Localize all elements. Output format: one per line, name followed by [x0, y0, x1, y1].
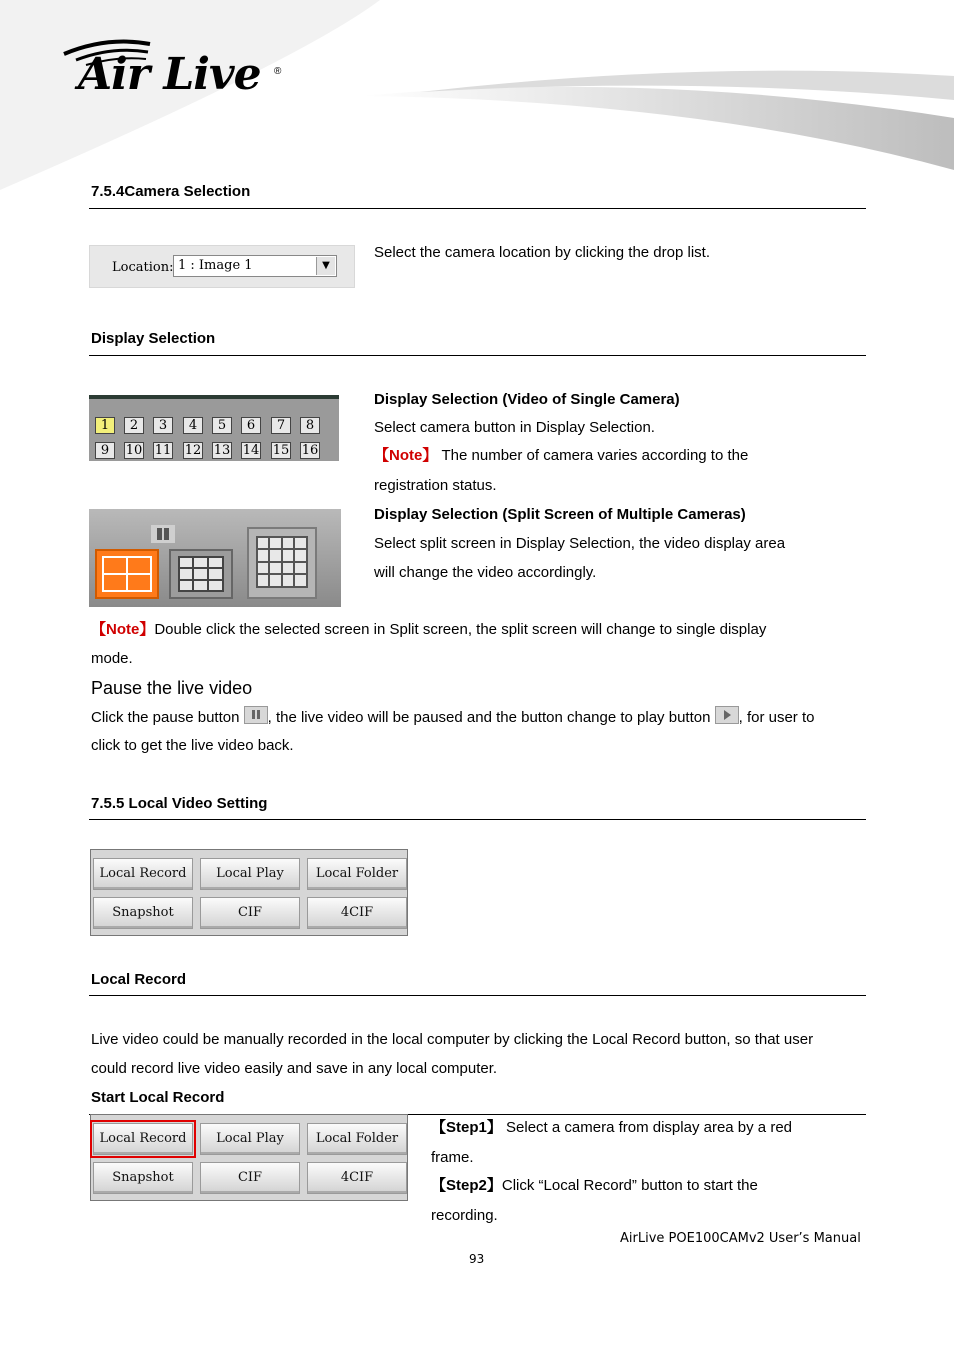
camera-button-3[interactable]: 3 [153, 417, 173, 434]
section-755-title: 7.5.5 Local Video Setting [91, 795, 268, 812]
split-16-button[interactable] [247, 527, 317, 599]
pause-text-a: Click the pause button [91, 709, 240, 726]
split-screen-panel [89, 509, 341, 607]
camera-button-8[interactable]: 8 [300, 417, 320, 434]
4cif-button[interactable]: 4CIF [307, 897, 407, 929]
step1-text-2: frame. [431, 1149, 474, 1166]
camera-button-7[interactable]: 7 [271, 417, 291, 434]
step1 [431, 1113, 792, 1142]
local-record-text-1: Live video could be manually recorded in the local computer by clicking the Local Record button, so that user [91, 1031, 814, 1048]
start-local-record-title: Start Local Record [91, 1089, 225, 1106]
split-note [91, 615, 766, 644]
pause-text-b: , the live video will be paused and the button change to play button [267, 709, 711, 726]
split-screen-text-2: will change the video accordingly. [374, 564, 597, 581]
local-record-title: Local Record [91, 971, 187, 988]
location-selector-image [89, 245, 355, 288]
airlive-logo [62, 38, 292, 104]
local-folder-button[interactable]: Local Folder [307, 858, 407, 890]
pause-text-c: , for user to [738, 709, 815, 726]
divider [89, 819, 866, 820]
logo-text: Air Live [78, 49, 261, 100]
step2-text-2: recording. [431, 1207, 498, 1224]
cif-button[interactable]: CIF [200, 1162, 300, 1194]
manual-title: AirLive POE100CAMv2 User’s Manual [620, 1231, 861, 1246]
camera-button-2[interactable]: 2 [124, 417, 144, 434]
camera-button-15[interactable]: 15 [272, 443, 290, 458]
camera-button-13[interactable]: 13 [213, 443, 231, 458]
cif-button[interactable]: CIF [200, 897, 300, 929]
split-9-button[interactable] [169, 549, 233, 599]
step1-text: Select a camera from display area by a red [506, 1119, 792, 1136]
single-camera-text: Select camera button in Display Selection. [374, 419, 655, 436]
local-video-panel-2 [90, 1114, 408, 1201]
4cif-button[interactable]: 4CIF [307, 1162, 407, 1194]
grid-16-icon [249, 529, 315, 597]
location-value: 1 : Image 1 [178, 258, 253, 273]
single-camera-note-2: registration status. [374, 477, 497, 494]
divider [89, 355, 866, 356]
divider [89, 208, 866, 209]
page-number: 93 [469, 1252, 485, 1266]
split-screen-title: Display Selection (Split Screen of Multiple Cameras) [374, 506, 746, 523]
camera-button-6[interactable]: 6 [241, 417, 261, 434]
pause-text [91, 703, 814, 732]
split-4-button[interactable] [95, 549, 159, 599]
split-note-2: mode. [91, 650, 133, 667]
step2-tag: 【Step2】 [431, 1177, 502, 1194]
camera-button-panel [89, 395, 339, 461]
logo-registered: ® [274, 66, 282, 77]
step1-tag: 【Step1】 [431, 1119, 502, 1136]
local-record-text-2: could record live video easily and save in any local computer. [91, 1060, 498, 1077]
section-754-title: 7.5.4Camera Selection [91, 183, 251, 200]
play-button-icon [715, 706, 739, 724]
pause-button-icon [244, 706, 268, 724]
display-selection-title: Display Selection [91, 330, 216, 347]
location-description: Select the camera location by clicking the drop list. [374, 244, 710, 261]
local-video-panel [90, 849, 408, 936]
camera-button-9[interactable]: 9 [95, 442, 115, 459]
pause-text-d: click to get the live video back. [91, 737, 294, 754]
camera-button-16[interactable]: 16 [301, 443, 319, 458]
dropdown-arrow-icon[interactable]: ▼ [316, 257, 335, 275]
snapshot-button[interactable]: Snapshot [93, 897, 193, 929]
grid-4-icon [97, 551, 157, 597]
local-play-button[interactable]: Local Play [200, 858, 300, 890]
camera-button-11[interactable]: 11 [154, 443, 172, 458]
split-screen-text-1: Select split screen in Display Selection, the video display area [374, 535, 786, 552]
step2 [431, 1171, 758, 1200]
camera-button-4[interactable]: 4 [183, 417, 203, 434]
single-camera-note [374, 441, 748, 470]
note-tag: 【Note】 [374, 447, 438, 464]
camera-button-10[interactable]: 10 [125, 443, 143, 458]
pause-title: Pause the live video [91, 678, 253, 698]
local-record-button[interactable]: Local Record [93, 858, 193, 890]
single-note-text: The number of camera varies according to the [441, 447, 749, 464]
local-record-button-highlighted[interactable]: Local Record [93, 1123, 193, 1155]
split-note-text: Double click the selected screen in Split screen, the split screen will change to single display [154, 621, 767, 638]
camera-button-12[interactable]: 12 [184, 443, 202, 458]
single-camera-title: Display Selection (Video of Single Camera) [374, 391, 680, 408]
camera-button-5[interactable]: 5 [212, 417, 232, 434]
grid-9-icon [171, 551, 231, 597]
local-folder-button[interactable]: Local Folder [307, 1123, 407, 1155]
pause-icon[interactable] [151, 525, 175, 543]
step2-text: Click “Local Record” button to start the [501, 1177, 758, 1194]
location-dropdown[interactable] [173, 255, 337, 277]
location-label: Location: [112, 260, 174, 275]
note-tag: 【Note】 [91, 621, 155, 638]
camera-button-14[interactable]: 14 [242, 443, 260, 458]
camera-button-1[interactable]: 1 [95, 417, 115, 434]
divider [89, 995, 866, 996]
local-play-button[interactable]: Local Play [200, 1123, 300, 1155]
snapshot-button[interactable]: Snapshot [93, 1162, 193, 1194]
